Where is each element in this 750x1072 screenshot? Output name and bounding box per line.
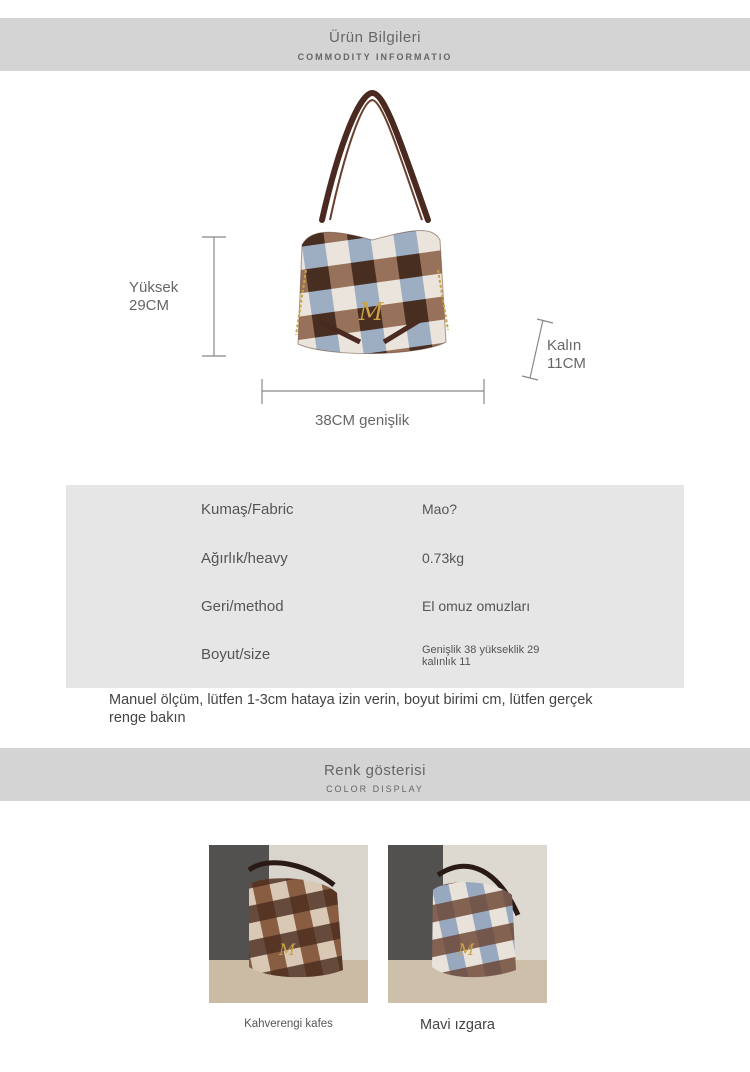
height-value: 29CM xyxy=(129,297,170,314)
thickness-label-text: Kalın xyxy=(547,337,582,354)
swatch-blue-plaid-image[interactable] xyxy=(388,845,547,1003)
thickness-label xyxy=(547,337,586,373)
spec-row-size xyxy=(66,646,684,686)
banner-title: Ürün Bilgileri xyxy=(328,29,422,46)
product-dimension-diagram xyxy=(0,80,750,410)
color-display-banner xyxy=(0,748,750,801)
width-label: 38CM genişlik xyxy=(315,412,410,429)
spec-key: Kumaş/Fabric xyxy=(201,501,294,518)
spec-value: Mao? xyxy=(422,501,458,517)
spec-row-method xyxy=(66,598,684,638)
spec-table xyxy=(66,485,684,688)
measurement-note: Manuel ölçüm, lütfen 1-3cm hataya izin verin, boyut birimi cm, lütfen gerçek renge bakın xyxy=(109,692,593,726)
height-label xyxy=(129,279,178,315)
swatch-brown-plaid-image[interactable] xyxy=(209,845,368,1003)
spec-value: El omuz omuzları xyxy=(422,598,531,614)
banner-title: Renk gösterisi xyxy=(323,762,427,779)
bag-body xyxy=(298,231,446,354)
swatch-blue-caption: Mavi ızgara xyxy=(420,1017,495,1033)
swatch-brown-caption: Kahverengi kafes xyxy=(244,1018,333,1030)
thickness-value: 11CM xyxy=(547,355,586,372)
bag-strap xyxy=(322,93,428,220)
svg-text:M: M xyxy=(458,940,475,959)
bag-logo: M xyxy=(358,298,384,326)
banner-subtitle: COLOR DISPLAY xyxy=(326,784,424,794)
spec-row-weight xyxy=(66,550,684,590)
spec-value: Genişlik 38 yükseklik 29 kalınlık 11 xyxy=(422,644,540,668)
commodity-info-banner xyxy=(0,18,750,71)
svg-text:M: M xyxy=(279,940,296,959)
spec-key: Geri/method xyxy=(201,598,284,615)
spec-key: Ağırlık/heavy xyxy=(201,550,288,567)
spec-key: Boyut/size xyxy=(201,646,271,663)
banner-subtitle: COMMODITY INFORMATIO xyxy=(297,52,453,62)
spec-row-fabric xyxy=(66,501,684,541)
spec-value: 0.73kg xyxy=(422,550,465,566)
height-label-text: Yüksek xyxy=(129,279,179,296)
